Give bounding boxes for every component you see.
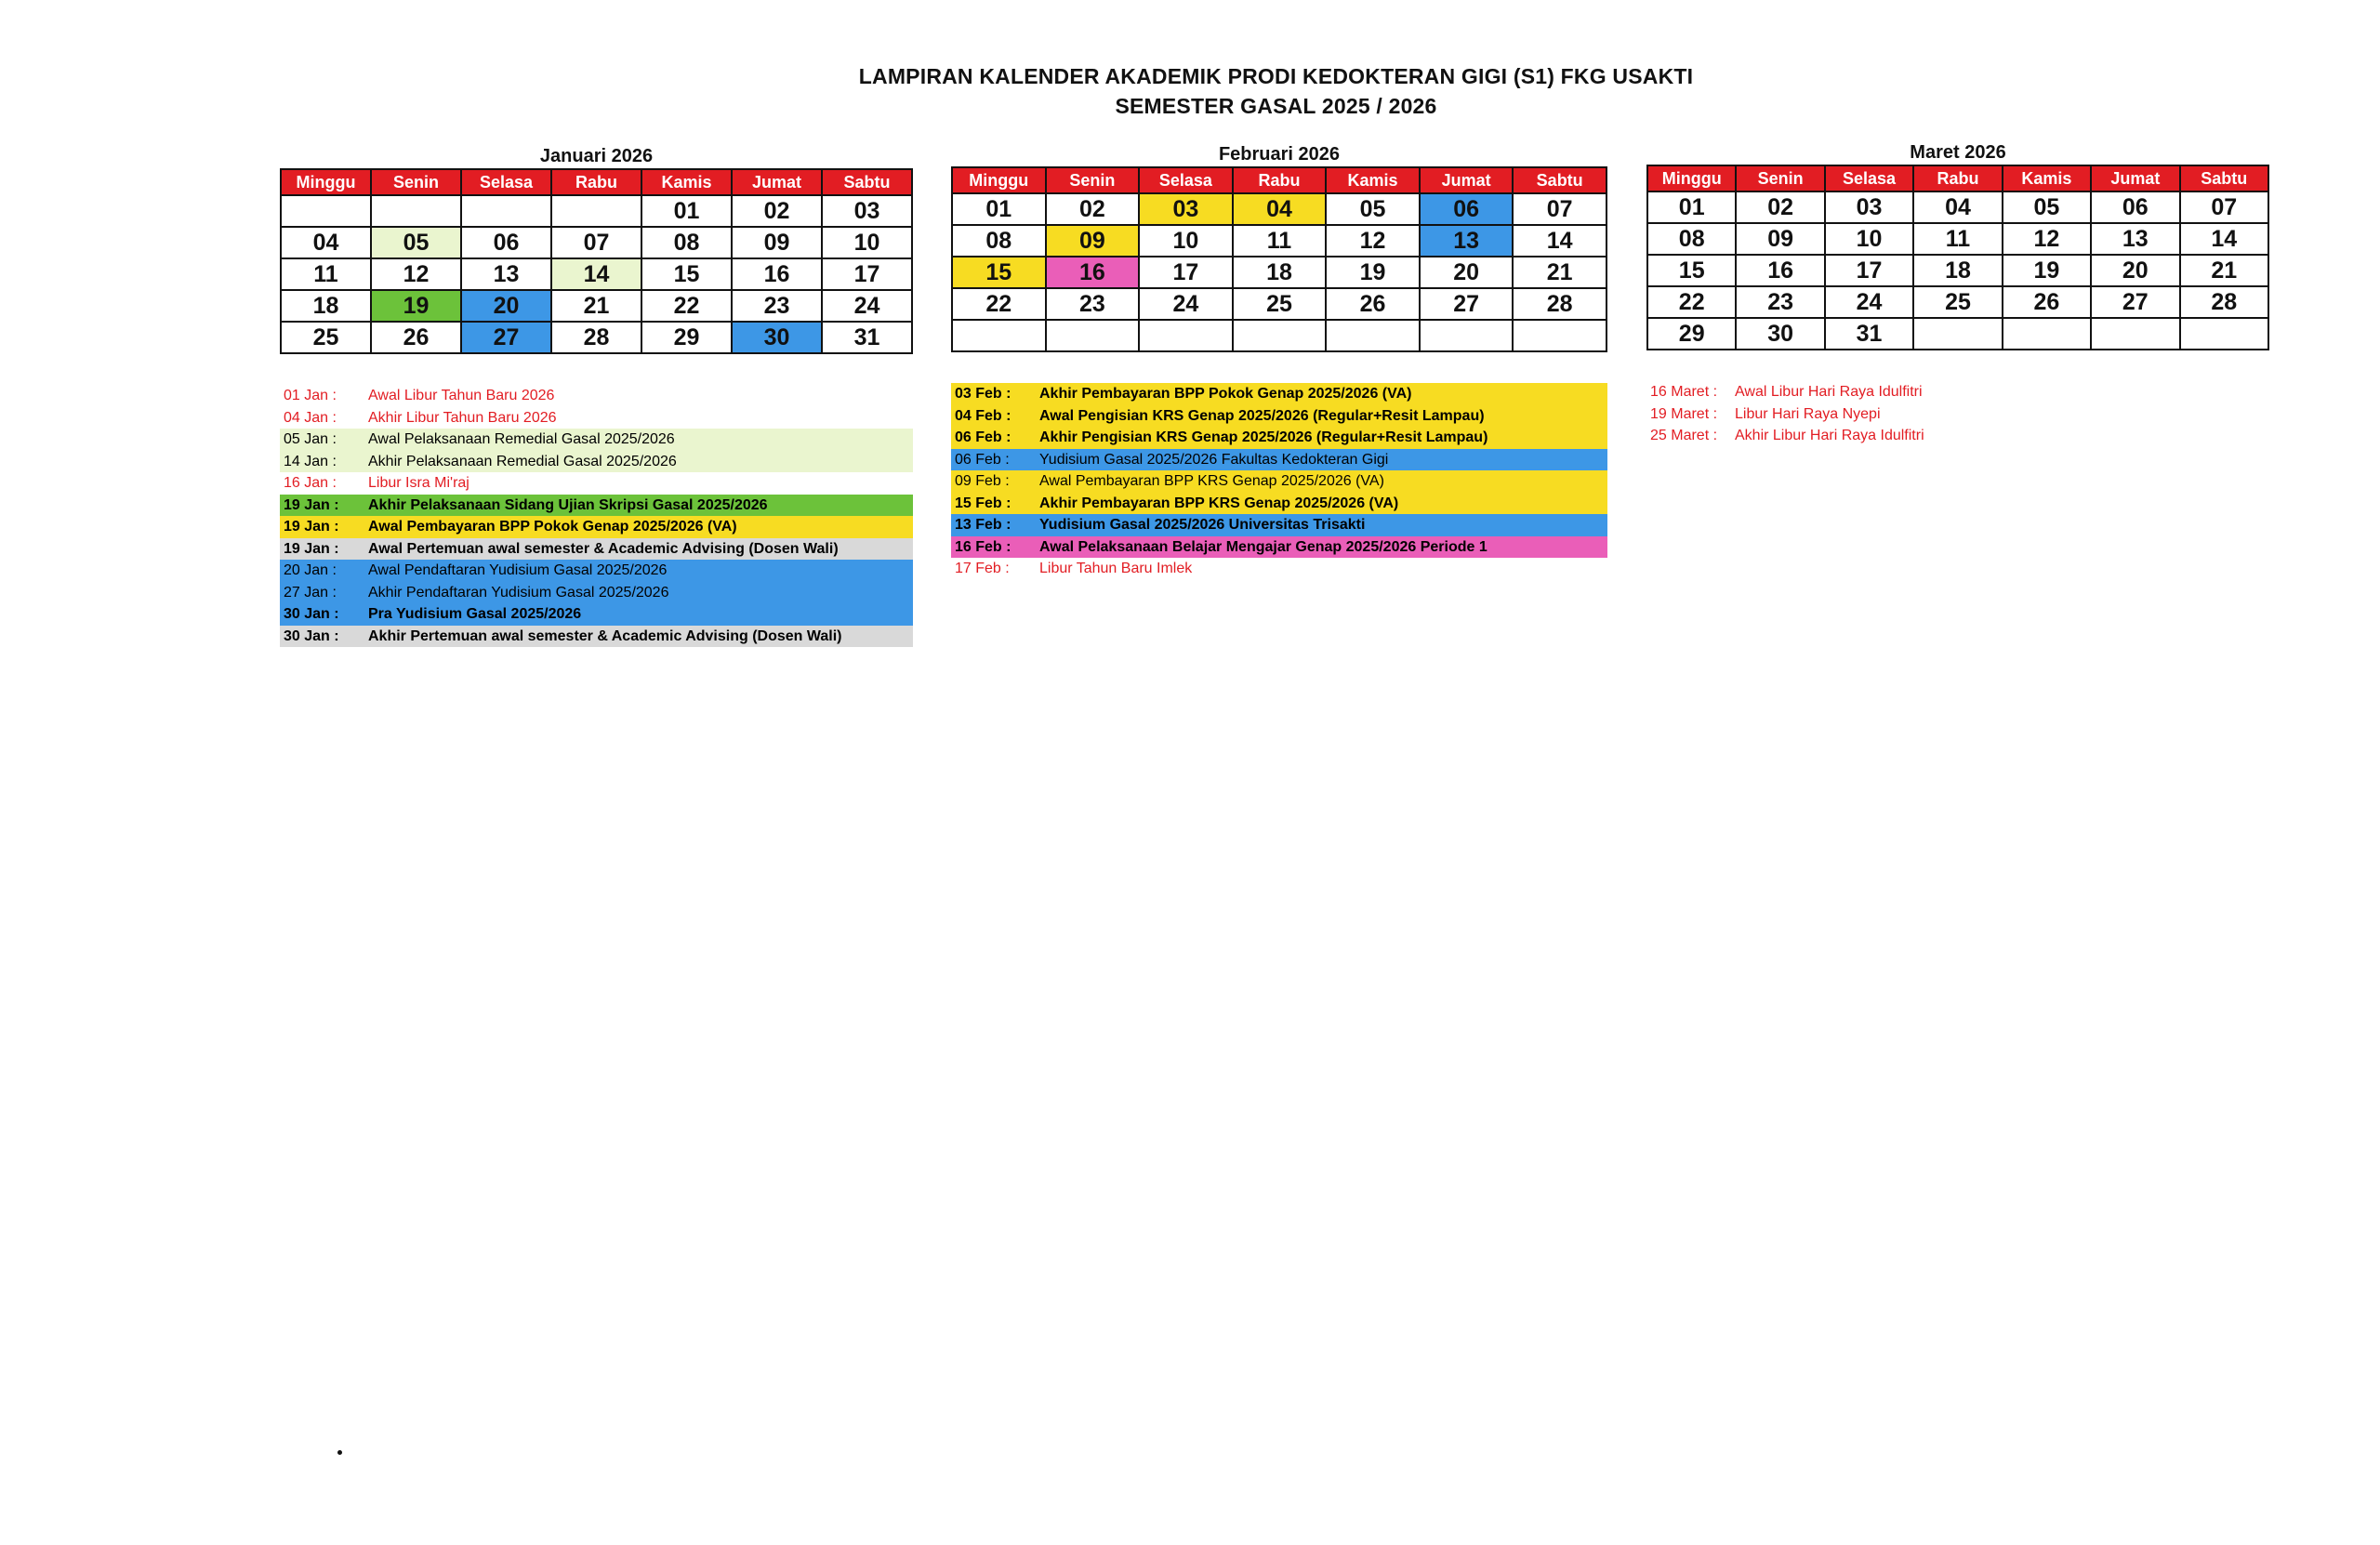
day-cell: 15 [641,258,732,290]
week-row [1647,255,2268,286]
legend-description: Awal Pelaksanaan Belajar Mengajar Genap 2025/2026 Periode 1 [1039,538,1488,555]
day-cell: 09 [1736,223,1824,255]
day-cell: 24 [822,290,912,322]
day-cell: 19 [2003,255,2091,286]
day-cell: 03 [1139,193,1233,225]
day-cell: 23 [732,290,822,322]
legend-date: 19 Jan : [284,540,339,557]
legend-item [951,536,1607,559]
legend-date: 19 Jan : [284,519,339,535]
weekday-header: Sabtu [1513,167,1606,193]
weekday-header: Minggu [281,169,371,195]
legend-item [280,495,913,517]
day-cell [1326,320,1420,351]
legend-item [1646,403,2269,426]
day-cell: 19 [371,290,461,322]
legend-item [951,383,1607,405]
day-cell: 26 [1326,288,1420,320]
day-cell: 16 [732,258,822,290]
day-cell: 01 [1647,191,1736,223]
legend-item [280,560,913,582]
legend-date: 04 Feb : [955,407,1012,424]
day-cell: 03 [822,195,912,227]
day-cell: 25 [1913,286,2002,318]
day-cell: 13 [2091,223,2179,255]
legend-description: Akhir Libur Hari Raya Idulfitri [1735,428,1924,443]
legend-description: Awal Pelaksanaan Remedial Gasal 2025/2026 [368,431,675,447]
legend-description: Akhir Pertemuan awal semester & Academic Advising (Dosen Wali) [368,627,842,644]
legend-item [951,558,1607,580]
day-cell: 20 [2091,255,2179,286]
month-grid [951,166,1607,352]
legend-description: Awal Pendaftaran Yudisium Gasal 2025/2026 [368,562,668,578]
legend-februari [951,383,1607,580]
day-cell: 02 [1736,191,1824,223]
day-cell: 12 [2003,223,2091,255]
legend-date: 30 Jan : [284,627,339,644]
weekday-header: Jumat [732,169,822,195]
weekday-header: Rabu [551,169,641,195]
weekday-header: Selasa [461,169,551,195]
day-cell: 27 [2091,286,2179,318]
legend-description: Akhir Pelaksanaan Sidang Ujian Skripsi Gasal 2025/2026 [368,496,768,513]
day-cell: 28 [2180,286,2268,318]
legend-description: Akhir Pengisian KRS Genap 2025/2026 (Regular+Resit Lampau) [1039,429,1488,445]
weekday-header: Minggu [952,167,1046,193]
day-cell: 16 [1736,255,1824,286]
legend-item [280,451,913,473]
day-cell: 02 [732,195,822,227]
legend-description: Akhir Libur Tahun Baru 2026 [368,409,557,426]
legend-description: Awal Libur Hari Raya Idulfitri [1735,384,1923,400]
legend-item [1646,425,2269,447]
week-row [281,258,912,290]
day-cell: 15 [1647,255,1736,286]
title-line-2: SEMESTER GASAL 2025 / 2026 [1115,94,1437,118]
day-cell: 11 [1913,223,2002,255]
day-cell: 13 [461,258,551,290]
weekday-header: Jumat [1420,167,1514,193]
legend-item [280,472,913,495]
week-row [1647,191,2268,223]
day-cell [1913,318,2002,350]
day-cell: 12 [1326,225,1420,257]
day-cell: 10 [1825,223,1913,255]
day-cell: 06 [1420,193,1514,225]
weekday-header: Kamis [2003,165,2091,191]
weekday-header: Selasa [1139,167,1233,193]
legend-description: Awal Pengisian KRS Genap 2025/2026 (Regular+Resit Lampau) [1039,407,1485,424]
day-cell: 18 [281,290,371,322]
day-cell: 23 [1736,286,1824,318]
legend-date: 16 Jan : [284,475,337,491]
day-cell: 04 [1913,191,2002,223]
legend-date: 13 Feb : [955,517,1012,533]
legend-item [280,603,913,626]
day-cell [1233,320,1327,351]
weekday-header: Sabtu [822,169,912,195]
legend-item [280,407,913,429]
weekday-header: Jumat [2091,165,2179,191]
legend-item [280,582,913,604]
scan-speck [337,1450,342,1455]
legend-description: Awal Pembayaran BPP Pokok Genap 2025/2026 (VA) [368,519,737,535]
week-row [952,320,1606,351]
weekday-header: Minggu [1647,165,1736,191]
legend-description: Yudisium Gasal 2025/2026 Fakultas Kedokteran Gigi [1039,451,1389,468]
day-cell: 28 [1513,288,1606,320]
calendar-maret [1646,140,2269,350]
legend-description: Awal Pertemuan awal semester & Academic Advising (Dosen Wali) [368,540,839,557]
month-grid [280,168,913,354]
day-cell: 14 [1513,225,1606,257]
weekday-header: Sabtu [2180,165,2268,191]
day-cell [1513,320,1606,351]
day-cell: 03 [1825,191,1913,223]
day-cell: 15 [952,257,1046,288]
legend-description: Libur Tahun Baru Imlek [1039,561,1193,576]
day-cell: 29 [641,322,732,353]
legend-date: 20 Jan : [284,562,337,578]
legend-date: 27 Jan : [284,584,337,601]
legend-date: 05 Jan : [284,431,337,447]
legend-item [1646,381,2269,403]
legend-item [951,449,1607,471]
day-cell [1139,320,1233,351]
day-cell: 30 [732,322,822,353]
day-cell: 17 [822,258,912,290]
legend-description: Yudisium Gasal 2025/2026 Universitas Trisakti [1039,517,1366,533]
legend-description: Awal Libur Tahun Baru 2026 [368,388,555,403]
legend-description: Pra Yudisium Gasal 2025/2026 [368,606,582,622]
day-cell: 22 [1647,286,1736,318]
day-cell: 05 [371,227,461,258]
day-cell: 02 [1046,193,1140,225]
day-cell: 09 [732,227,822,258]
legend-item [280,429,913,451]
weekday-header: Kamis [1326,167,1420,193]
legend-date: 19 Maret : [1650,405,1718,422]
week-row [1647,318,2268,350]
legend-description: Akhir Pelaksanaan Remedial Gasal 2025/2026 [368,453,677,469]
day-cell [2091,318,2179,350]
month-title: Februari 2026 [1218,144,1341,165]
day-cell: 25 [281,322,371,353]
legend-description: Akhir Pembayaran BPP Pokok Genap 2025/2026 (VA) [1039,386,1412,402]
day-cell: 30 [1736,318,1824,350]
day-cell: 06 [461,227,551,258]
day-cell: 05 [1326,193,1420,225]
month-title: Januari 2026 [539,146,654,166]
legend-date: 19 Jan : [284,496,339,513]
day-cell: 17 [1825,255,1913,286]
day-cell [1046,320,1140,351]
week-row [952,288,1606,320]
week-row [952,193,1606,225]
day-cell: 20 [1420,257,1514,288]
legend-date: 04 Jan : [284,409,337,426]
week-row [1647,223,2268,255]
week-row [952,225,1606,257]
day-cell: 24 [1825,286,1913,318]
day-cell: 31 [822,322,912,353]
legend-date: 03 Feb : [955,386,1012,402]
legend-description: Awal Pembayaran BPP KRS Genap 2025/2026 (VA) [1039,473,1384,489]
day-cell: 04 [281,227,371,258]
day-cell: 08 [1647,223,1736,255]
day-cell: 17 [1139,257,1233,288]
day-cell: 22 [952,288,1046,320]
day-cell: 18 [1233,257,1327,288]
page-title [0,61,2380,121]
legend-date: 17 Feb : [955,561,1010,576]
legend-item [280,538,913,561]
legend-maret [1646,381,2269,447]
weekday-header: Kamis [641,169,732,195]
day-cell: 21 [1513,257,1606,288]
weekday-header: Senin [1736,165,1824,191]
legend-description: Akhir Pendaftaran Yudisium Gasal 2025/2026 [368,584,669,601]
legend-date: 06 Feb : [955,451,1010,468]
day-cell [1420,320,1514,351]
day-cell: 24 [1139,288,1233,320]
weekday-header: Rabu [1913,165,2002,191]
legend-date: 01 Jan : [284,388,337,403]
day-cell: 06 [2091,191,2179,223]
week-row [1647,286,2268,318]
week-row [281,195,912,227]
weekday-header: Selasa [1825,165,1913,191]
day-cell [2180,318,2268,350]
day-cell: 26 [2003,286,2091,318]
legend-januari [280,385,913,647]
day-cell: 14 [2180,223,2268,255]
day-cell: 27 [1420,288,1514,320]
legend-date: 16 Maret : [1650,384,1718,400]
day-cell [551,195,641,227]
legend-date: 14 Jan : [284,453,337,469]
day-cell: 20 [461,290,551,322]
day-cell: 21 [551,290,641,322]
day-cell: 31 [1825,318,1913,350]
day-cell: 28 [551,322,641,353]
day-cell: 27 [461,322,551,353]
day-cell: 16 [1046,257,1140,288]
week-row [281,322,912,353]
legend-date: 09 Feb : [955,473,1010,489]
legend-item [280,385,913,407]
day-cell: 19 [1326,257,1420,288]
day-cell: 29 [1647,318,1736,350]
calendar-januari [280,144,913,354]
weekday-header: Senin [1046,167,1140,193]
day-cell: 04 [1233,193,1327,225]
day-cell: 26 [371,322,461,353]
legend-description: Libur Hari Raya Nyepi [1735,405,1881,422]
legend-item [951,427,1607,449]
title-line-1: LAMPIRAN KALENDER AKADEMIK PRODI KEDOKTERAN GIGI (S1) FKG USAKTI [858,64,1694,88]
day-cell [371,195,461,227]
day-cell: 08 [641,227,732,258]
day-cell: 14 [551,258,641,290]
month-grid [1646,165,2269,350]
calendar-februari [951,142,1607,352]
day-cell: 10 [1139,225,1233,257]
legend-item [280,626,913,648]
day-cell [461,195,551,227]
legend-item [280,516,913,538]
day-cell: 05 [2003,191,2091,223]
legend-date: 06 Feb : [955,429,1012,445]
day-cell [281,195,371,227]
legend-item [951,514,1607,536]
day-cell: 01 [641,195,732,227]
week-row [281,290,912,322]
legend-item [951,405,1607,428]
day-cell: 07 [551,227,641,258]
day-cell: 25 [1233,288,1327,320]
day-cell: 11 [1233,225,1327,257]
legend-date: 15 Feb : [955,495,1012,511]
week-row [952,257,1606,288]
day-cell: 13 [1420,225,1514,257]
legend-date: 25 Maret : [1650,428,1718,443]
legend-date: 30 Jan : [284,606,339,622]
day-cell: 07 [2180,191,2268,223]
day-cell: 12 [371,258,461,290]
day-cell: 21 [2180,255,2268,286]
legend-item [951,493,1607,515]
day-cell: 07 [1513,193,1606,225]
day-cell: 18 [1913,255,2002,286]
day-cell [2003,318,2091,350]
day-cell: 22 [641,290,732,322]
day-cell: 01 [952,193,1046,225]
day-cell: 10 [822,227,912,258]
legend-item [951,470,1607,493]
legend-description: Akhir Pembayaran BPP KRS Genap 2025/2026 (VA) [1039,495,1399,511]
week-row [281,227,912,258]
day-cell: 08 [952,225,1046,257]
day-cell: 11 [281,258,371,290]
day-cell [952,320,1046,351]
month-title: Maret 2026 [1910,142,2006,163]
weekday-header: Rabu [1233,167,1327,193]
day-cell: 23 [1046,288,1140,320]
legend-description: Libur Isra Mi'raj [368,475,469,491]
day-cell: 09 [1046,225,1140,257]
weekday-header: Senin [371,169,461,195]
legend-date: 16 Feb : [955,538,1012,555]
